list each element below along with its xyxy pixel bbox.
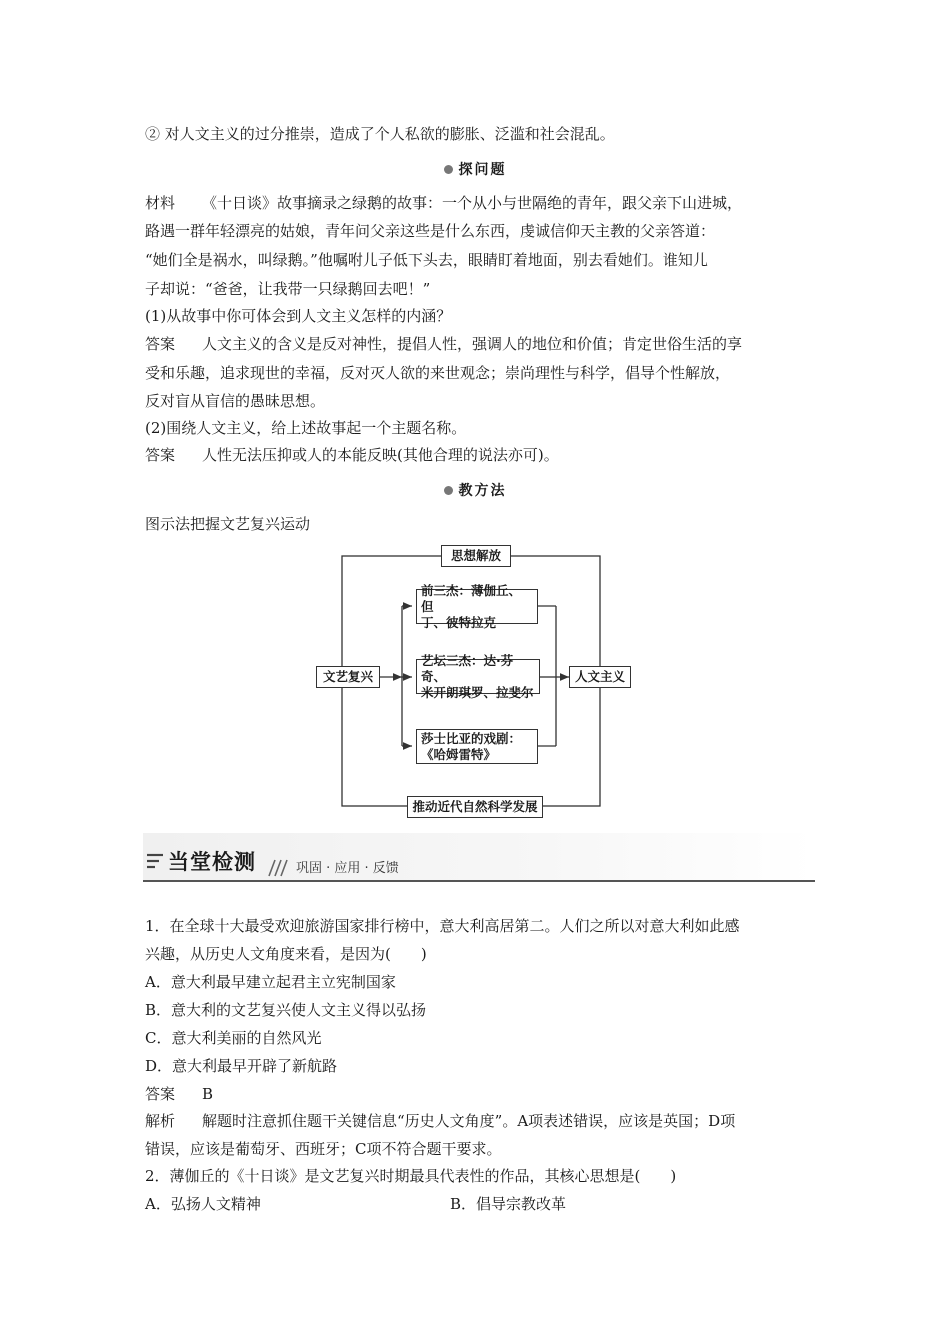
q1-option-a: A．意大利最早建立起君主立宪制国家 bbox=[145, 973, 396, 991]
q2-stem: 2．薄伽丘的《十日谈》是文艺复兴时期最具代表性的作品，其核心思想是( ) bbox=[145, 1167, 677, 1185]
section-heading-jiaofangfa: 教方法 bbox=[0, 481, 950, 501]
diagram-node-left: 文艺复兴 bbox=[316, 666, 380, 688]
q1-option-d: D．意大利最早开辟了新航路 bbox=[145, 1057, 338, 1075]
diagram-node-bottom: 推动近代自然科学发展 bbox=[407, 796, 543, 818]
check-section-subtitle: 巩固 · 应用 · 反馈 bbox=[296, 861, 399, 876]
question-1-sub: (1)从故事中你可体会到人文主义怎样的内涵？ bbox=[145, 307, 452, 325]
analysis-label: 解析 bbox=[145, 1112, 176, 1130]
material-line-3: “她们全是祸水，叫绿鹅。”他嘱咐儿子低下头去，眼睛盯着地面，别去看她们。谁知儿 bbox=[145, 251, 708, 269]
diagram-node-mid-2: 艺坛三杰：达·芬奇、 米开朗琪罗、拉斐尔 bbox=[416, 659, 540, 694]
answer-1-line-1: 答案 人文主义的含义是反对神性，提倡人性，强调人的地位和价值；肯定世俗生活的享 bbox=[145, 335, 743, 353]
material-line-4: 子却说：“爸爸，让我带一只绿鹅回去吧！” bbox=[145, 280, 431, 298]
material-label: 材料 bbox=[145, 194, 176, 212]
diagram-node-mid-3: 莎士比亚的戏剧： 《哈姆雷特》 bbox=[416, 729, 538, 764]
q1-answer bbox=[145, 1084, 213, 1104]
check-section-title: 当堂检测 bbox=[168, 850, 256, 874]
stripes-icon bbox=[145, 852, 165, 874]
q1-stem-line-1: 1．在全球十大最受欢迎旅游国家排行榜中，意大利高居第二。人们之所以对意大利如此感 bbox=[145, 917, 740, 935]
diagram-node-top: 思想解放 bbox=[441, 545, 511, 567]
answer-1-line-3: 反对盲从盲信的愚昧思想。 bbox=[145, 392, 326, 410]
q2-option-b: B．倡导宗教改革 bbox=[450, 1195, 567, 1213]
q1-stem-line-2: 兴趣，从历史人文角度来看，是因为( ) bbox=[145, 945, 427, 963]
diagram-node-right: 人文主义 bbox=[569, 666, 631, 688]
diagram-node-mid-1: 前三杰：薄伽丘、但 丁、彼特拉克 bbox=[416, 589, 538, 624]
q1-option-b: B．意大利的文艺复兴使人文主义得以弘扬 bbox=[145, 1001, 427, 1019]
material-line-2: 路遇一群年轻漂亮的姑娘，青年问父亲这些是什么东西，虔诚信仰天主教的父亲答道： bbox=[145, 222, 716, 240]
q1-analysis-line-2: 错误，应该是葡萄牙、西班牙；C项不符合题干要求。 bbox=[145, 1140, 502, 1158]
answer-label: 答案 bbox=[145, 446, 176, 464]
answer-1-line-2: 受和乐趣，追求现世的幸福，反对灭人欲的来世观念；崇尚理性与科学，倡导个性解放， bbox=[145, 364, 731, 382]
q2-option-a: A．弘扬人文精神 bbox=[145, 1195, 261, 1213]
q1-option-c: C．意大利美丽的自然风光 bbox=[145, 1029, 322, 1047]
answer-label: 答案 bbox=[145, 335, 176, 353]
answer-label: 答案 bbox=[145, 1085, 176, 1103]
slash-ornament-icon bbox=[266, 858, 288, 878]
material-line-1: 材料 《十日谈》故事摘录之绿鹅的故事：一个从小与世隔绝的青年，跟父亲下山进城， bbox=[145, 194, 743, 212]
answer-value: B bbox=[202, 1085, 214, 1103]
section-divider bbox=[143, 880, 815, 882]
q1-analysis-line-1: 解析 解题时注意抓住题干关键信息“历史人文角度”。A项表述错误，应该是英国；D项 bbox=[145, 1112, 736, 1130]
section-heading-tanwenti: 探问题 bbox=[0, 160, 950, 180]
intro-line: ② 对人文主义的过分推崇，造成了个人私欲的膨胀、泛滥和社会混乱。 bbox=[145, 125, 615, 143]
diagram-caption: 图示法把握文艺复兴运动 bbox=[145, 515, 311, 533]
question-2-sub: (2)围绕人文主义，给上述故事起一个主题名称。 bbox=[145, 419, 467, 437]
answer-2-line: 答案 人性无法压抑或人的本能反映(其他合理的说法亦可)。 bbox=[145, 446, 559, 464]
